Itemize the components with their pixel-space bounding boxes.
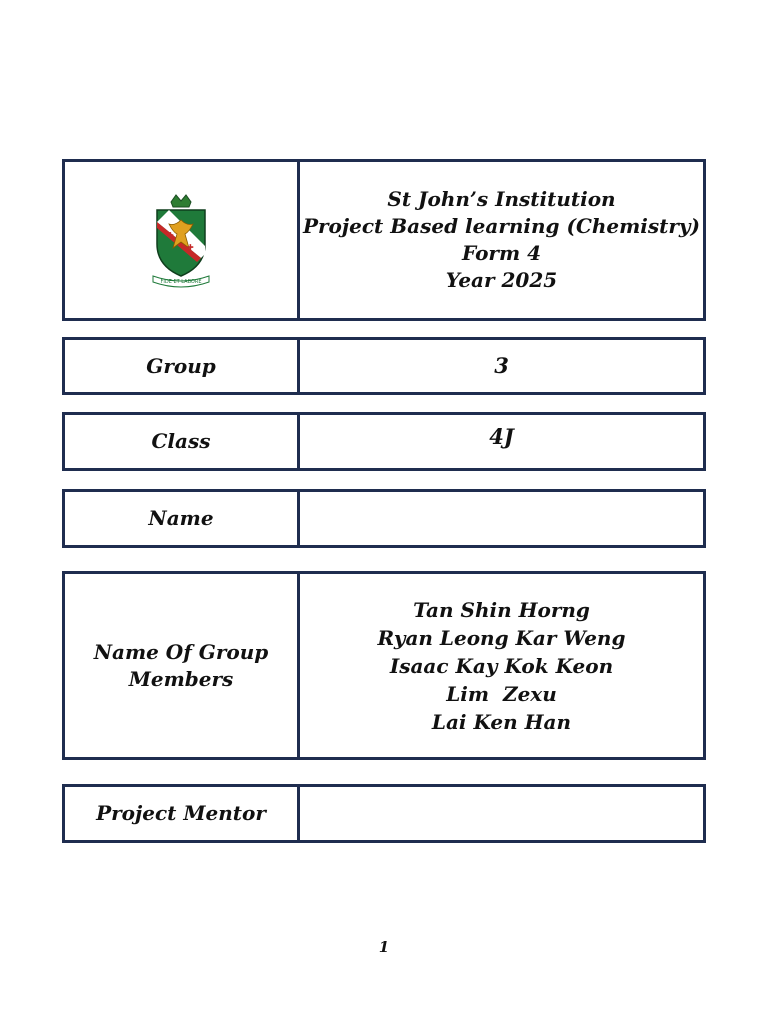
school-crest-icon <box>149 192 213 288</box>
crest-motto: FIDE ET LABORE <box>160 279 202 285</box>
document-title <box>303 186 700 294</box>
title-line: Form 4 <box>461 241 542 265</box>
mentor-value-cell <box>300 787 703 840</box>
title-line: St John’s Institution <box>387 187 616 211</box>
member-name: Tan Shin Horng <box>413 597 590 622</box>
members-row <box>62 571 706 760</box>
name-label: Name <box>148 506 214 530</box>
title-cell <box>300 162 703 318</box>
group-label: Group <box>146 353 216 378</box>
group-value-cell <box>300 340 703 392</box>
header-box <box>62 159 706 321</box>
member-name: Lim Zexu <box>446 681 557 706</box>
page-number: 1 <box>378 938 390 956</box>
group-value: 3 <box>494 353 509 378</box>
members-label-line: Name Of Group <box>93 639 269 664</box>
group-row <box>62 337 706 395</box>
members-list-cell <box>300 574 703 757</box>
title-line: Year 2025 <box>445 268 558 292</box>
mentor-label: Project Mentor <box>96 801 266 825</box>
svg-text:✚: ✚ <box>187 243 194 252</box>
member-name: Isaac Kay Kok Keon <box>389 653 614 678</box>
svg-text:✚: ✚ <box>167 231 174 240</box>
members-label-line: Members <box>128 666 234 691</box>
class-label-cell <box>65 415 300 468</box>
group-label-cell <box>65 340 300 392</box>
mentor-label-cell <box>65 787 300 840</box>
name-row <box>62 489 706 548</box>
member-name: Lai Ken Han <box>431 709 572 734</box>
title-line: Project Based learning (Chemistry) <box>302 214 701 238</box>
name-value-cell <box>300 492 703 545</box>
class-row <box>62 412 706 471</box>
name-label-cell <box>65 492 300 545</box>
mentor-row <box>62 784 706 843</box>
member-name: Ryan Leong Kar Weng <box>377 625 626 650</box>
logo-cell <box>65 162 300 318</box>
class-label: Class <box>151 429 211 453</box>
members-label <box>94 639 269 693</box>
class-value-cell <box>300 415 703 468</box>
members-label-cell <box>65 574 300 757</box>
members-list <box>378 596 626 736</box>
class-value: 4J <box>489 424 514 449</box>
